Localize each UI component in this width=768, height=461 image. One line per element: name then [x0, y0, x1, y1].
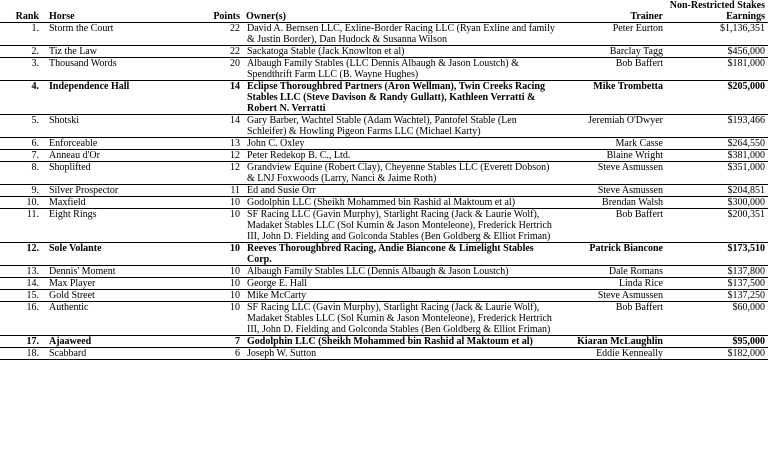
table-row	[0, 138, 768, 150]
earnings-cell: $137,500	[666, 278, 768, 290]
rank-cell: 13.	[0, 266, 43, 278]
owner-cell: Eclipse Thoroughbred Partners (Aron Wellman), Twin Creeks Racing Stables LLC (Steve Davison & Randy Gullatt), Kathleen Verratti & Robert N. Verratti	[244, 81, 559, 115]
points-cell: 11	[193, 185, 244, 197]
rank-cell: 12.	[0, 243, 43, 266]
trainer-cell: Peter Eurton	[559, 23, 666, 46]
earnings-cell: $60,000	[666, 302, 768, 336]
rank-cell: 2.	[0, 46, 43, 58]
table-row	[0, 278, 768, 290]
owner-cell: George E. Hall	[244, 278, 559, 290]
trainer-cell: Bob Baffert	[559, 302, 666, 336]
points-cell: 10	[193, 243, 244, 266]
horse-cell: Sole Volante	[43, 243, 193, 266]
horse-cell: Thousand Words	[43, 58, 193, 81]
points-cell: 10	[193, 278, 244, 290]
rank-cell: 9.	[0, 185, 43, 197]
points-cell: 14	[193, 115, 244, 138]
table-row	[0, 336, 768, 348]
rank-cell: 5.	[0, 115, 43, 138]
owner-cell: Godolphin LLC (Sheikh Mohammed bin Rashid al Maktoum et al)	[244, 197, 559, 209]
owner-cell: David A. Bernsen LLC, Exline-Border Racing LLC (Ryan Exline and family & Justin Border), Dan Hudock & Susanna Wilson	[244, 23, 559, 46]
horse-cell: Storm the Court	[43, 23, 193, 46]
table-row	[0, 58, 768, 81]
trainer-cell: Kiaran McLaughlin	[559, 336, 666, 348]
points-cell: 10	[193, 266, 244, 278]
rank-cell: 11.	[0, 209, 43, 243]
owner-cell: Sackatoga Stable (Jack Knowlton et al)	[244, 46, 559, 58]
table-row	[0, 266, 768, 278]
earnings-header: Non-Restricted Stakes Earnings	[666, 0, 768, 23]
earnings-cell: $182,000	[666, 348, 768, 360]
earnings-cell: $173,510	[666, 243, 768, 266]
earnings-cell: $137,250	[666, 290, 768, 302]
horse-cell: Silver Prospector	[43, 185, 193, 197]
table-row	[0, 209, 768, 243]
table-row	[0, 243, 768, 266]
earnings-cell: $300,000	[666, 197, 768, 209]
trainer-cell: Patrick Biancone	[559, 243, 666, 266]
horse-cell: Anneau d'Or	[43, 150, 193, 162]
earnings-cell: $181,000	[666, 58, 768, 81]
owner-cell: Peter Redekop B. C., Ltd.	[244, 150, 559, 162]
table-row	[0, 290, 768, 302]
trainer-cell: Bob Baffert	[559, 209, 666, 243]
owner-header: Owner(s)	[244, 0, 559, 23]
points-header: Points	[193, 0, 244, 23]
table-row	[0, 23, 768, 46]
points-cell: 10	[193, 209, 244, 243]
points-cell: 13	[193, 138, 244, 150]
points-cell: 12	[193, 162, 244, 185]
rank-cell: 15.	[0, 290, 43, 302]
earnings-cell: $1,136,351	[666, 23, 768, 46]
table-row	[0, 348, 768, 360]
points-cell: 7	[193, 336, 244, 348]
earnings-cell: $137,800	[666, 266, 768, 278]
table-row	[0, 150, 768, 162]
trainer-cell: Steve Asmussen	[559, 162, 666, 185]
horse-cell: Ajaaweed	[43, 336, 193, 348]
rank-cell: 14.	[0, 278, 43, 290]
earnings-cell: $95,000	[666, 336, 768, 348]
earnings-cell: $200,351	[666, 209, 768, 243]
horse-cell: Independence Hall	[43, 81, 193, 115]
horse-cell: Shoplifted	[43, 162, 193, 185]
trainer-cell: Jeremiah O'Dwyer	[559, 115, 666, 138]
table-row	[0, 115, 768, 138]
points-cell: 6	[193, 348, 244, 360]
rank-cell: 16.	[0, 302, 43, 336]
earnings-cell: $381,000	[666, 150, 768, 162]
horse-cell: Authentic	[43, 302, 193, 336]
owner-cell: Godolphin LLC (Sheikh Mohammed bin Rashid al Maktoum et al)	[244, 336, 559, 348]
earnings-cell: $264,550	[666, 138, 768, 150]
owner-cell: SF Racing LLC (Gavin Murphy), Starlight Racing (Jack & Laurie Wolf), Madaket Stables LLC (Sol Kumin & Jason Monteleone), Frederick Hertrich III, John D. Fielding and Golconda Stables (Ben Goldberg & Elliot Friman)	[244, 209, 559, 243]
trainer-cell: Steve Asmussen	[559, 290, 666, 302]
owner-cell: Gary Barber, Wachtel Stable (Adam Wachtel), Pantofel Stable (Len Schleifer) & Howling Pigeon Farms LLC (Michael Karty)	[244, 115, 559, 138]
owner-cell: Albaugh Family Stables LLC (Dennis Albaugh & Jason Loustch)	[244, 266, 559, 278]
points-cell: 10	[193, 197, 244, 209]
earnings-cell: $204,851	[666, 185, 768, 197]
owner-cell: Ed and Susie Orr	[244, 185, 559, 197]
owner-cell: Mike McCarty	[244, 290, 559, 302]
table-row	[0, 197, 768, 209]
points-cell: 14	[193, 81, 244, 115]
trainer-cell: Brendan Walsh	[559, 197, 666, 209]
horse-cell: Gold Street	[43, 290, 193, 302]
table-row	[0, 81, 768, 115]
horse-cell: Scabbard	[43, 348, 193, 360]
points-cell: 10	[193, 290, 244, 302]
trainer-cell: Barclay Tagg	[559, 46, 666, 58]
owner-cell: Joseph W. Sutton	[244, 348, 559, 360]
rank-cell: 3.	[0, 58, 43, 81]
owner-cell: Grandview Equine (Robert Clay), Cheyenne Stables LLC (Everett Dobson) & LNJ Foxwoods (Larry, Nanci & Jaime Roth)	[244, 162, 559, 185]
horse-cell: Eight Rings	[43, 209, 193, 243]
owner-cell: Reeves Thoroughbred Racing, Andie Biancone & Limelight Stables Corp.	[244, 243, 559, 266]
trainer-cell: Steve Asmussen	[559, 185, 666, 197]
owner-cell: SF Racing LLC (Gavin Murphy), Starlight Racing (Jack & Laurie Wolf), Madaket Stables LLC (Sol Kumin & Jason Monteleone), Frederick Hertrich III, John D. Fielding and Golconda Stables (Ben Goldberg & Elliot Friman)	[244, 302, 559, 336]
table-row	[0, 185, 768, 197]
points-cell: 20	[193, 58, 244, 81]
rank-cell: 7.	[0, 150, 43, 162]
earnings-cell: $193,466	[666, 115, 768, 138]
trainer-cell: Mike Trombetta	[559, 81, 666, 115]
trainer-cell: Bob Baffert	[559, 58, 666, 81]
points-cell: 22	[193, 46, 244, 58]
horse-cell: Shotski	[43, 115, 193, 138]
earnings-cell: $456,000	[666, 46, 768, 58]
trainer-cell: Eddie Kenneally	[559, 348, 666, 360]
rank-cell: 8.	[0, 162, 43, 185]
rank-cell: 6.	[0, 138, 43, 150]
horse-cell: Max Player	[43, 278, 193, 290]
rank-cell: 4.	[0, 81, 43, 115]
trainer-cell: Mark Casse	[559, 138, 666, 150]
table-row	[0, 162, 768, 185]
horse-cell: Tiz the Law	[43, 46, 193, 58]
owner-cell: Albaugh Family Stables (LLC Dennis Albaugh & Jason Loustch) & Spendthrift Farm LLC (B. Wayne Hughes)	[244, 58, 559, 81]
header-row	[0, 0, 768, 23]
horse-cell: Enforceable	[43, 138, 193, 150]
table-row	[0, 302, 768, 336]
trainer-header: Trainer	[559, 0, 666, 23]
trainer-cell: Blaine Wright	[559, 150, 666, 162]
table-row	[0, 46, 768, 58]
trainer-cell: Linda Rice	[559, 278, 666, 290]
points-cell: 22	[193, 23, 244, 46]
rank-cell: 17.	[0, 336, 43, 348]
earnings-cell: $351,000	[666, 162, 768, 185]
points-cell: 10	[193, 302, 244, 336]
rank-header: Rank	[0, 0, 43, 23]
horse-cell: Dennis' Moment	[43, 266, 193, 278]
rank-cell: 1.	[0, 23, 43, 46]
earnings-cell: $205,000	[666, 81, 768, 115]
trainer-cell: Dale Romans	[559, 266, 666, 278]
rank-cell: 10.	[0, 197, 43, 209]
horse-cell: Maxfield	[43, 197, 193, 209]
points-cell: 12	[193, 150, 244, 162]
owner-cell: John C. Oxley	[244, 138, 559, 150]
rank-cell: 18.	[0, 348, 43, 360]
horse-header: Horse	[43, 0, 193, 23]
